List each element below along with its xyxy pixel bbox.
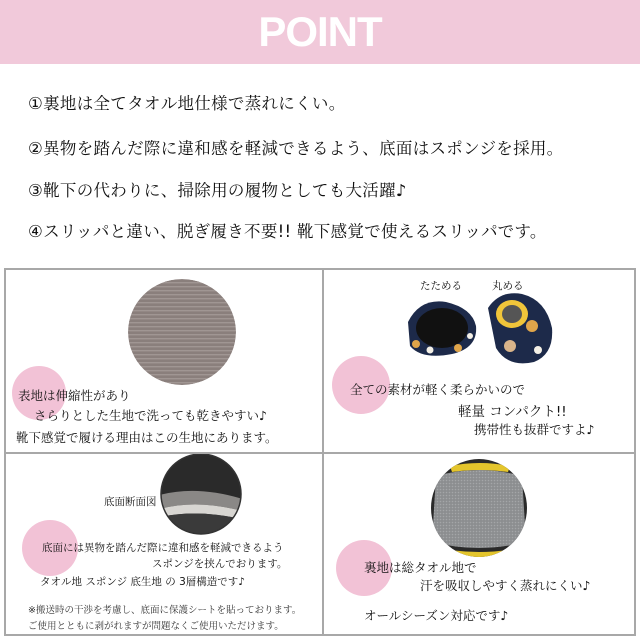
- rolled-slipper-photo: [482, 288, 558, 368]
- portable-text-line1: 全ての素材が軽く柔らかいので: [350, 382, 526, 397]
- sole-diagram-label: 底面断面図: [104, 496, 157, 508]
- fabric-text-line1: 表地は伸縮性があり: [18, 388, 131, 403]
- sole-cross-section-photo: [156, 454, 246, 536]
- cell-sole: [6, 454, 322, 634]
- point-item: ④スリッパと違い、脱ぎ履き不要!! 靴下感覚で使えるスリッパです。: [28, 222, 547, 241]
- fabric-texture-photo: [126, 278, 238, 386]
- feature-grid: [4, 268, 636, 636]
- fabric-text-line2: さらりとした生地で洗っても乾きやすい♪: [34, 408, 267, 423]
- sole-note-line2: ご使用とともに剥がれますが問題なくご使用いただけます。: [28, 621, 284, 632]
- cell-lining: [324, 454, 634, 634]
- sole-text-line1: 底面には異物を踏んだ際に違和感を軽減できるよう: [42, 542, 284, 554]
- label-fold: たためる: [420, 280, 462, 292]
- portable-text-line3: 携帯性も抜群ですよ♪: [474, 422, 595, 437]
- portable-text-line2: 軽量 コンパクト!!: [458, 404, 567, 420]
- towel-lining-photo: [430, 458, 528, 558]
- lining-text-line1: 裏地は総タオル地で: [364, 560, 477, 575]
- cell-portable: [324, 270, 634, 452]
- sole-text-line2: スポンジを挟んでおります。: [152, 558, 288, 570]
- point-item: ②異物を踏んだ際に違和感を軽減できるよう、底面はスポンジを採用。: [28, 139, 564, 158]
- header-banner: [0, 0, 640, 64]
- sole-note-line1: ※搬送時の干渉を考慮し、底面に保護シートを貼っております。: [28, 605, 302, 616]
- cell-fabric: [6, 270, 322, 452]
- page-title: POINT: [258, 8, 382, 55]
- point-item: ③靴下の代わりに、掃除用の履物としても大活躍♪: [28, 181, 407, 200]
- sole-text-line3: タオル地 スポンジ 底生地 の 3層構造です♪: [40, 576, 245, 588]
- lining-text-line3: オールシーズン対応です♪: [364, 608, 509, 623]
- folded-slipper-photo: [400, 292, 482, 362]
- point-item: ①裏地は全てタオル地仕様で蒸れにくい。: [28, 94, 346, 113]
- fabric-text-line3: 靴下感覚で履ける理由はこの生地にあります。: [16, 430, 278, 445]
- label-roll: 丸める: [492, 280, 524, 292]
- lining-text-line2: 汗を吸収しやすく蒸れにくい♪: [420, 578, 591, 593]
